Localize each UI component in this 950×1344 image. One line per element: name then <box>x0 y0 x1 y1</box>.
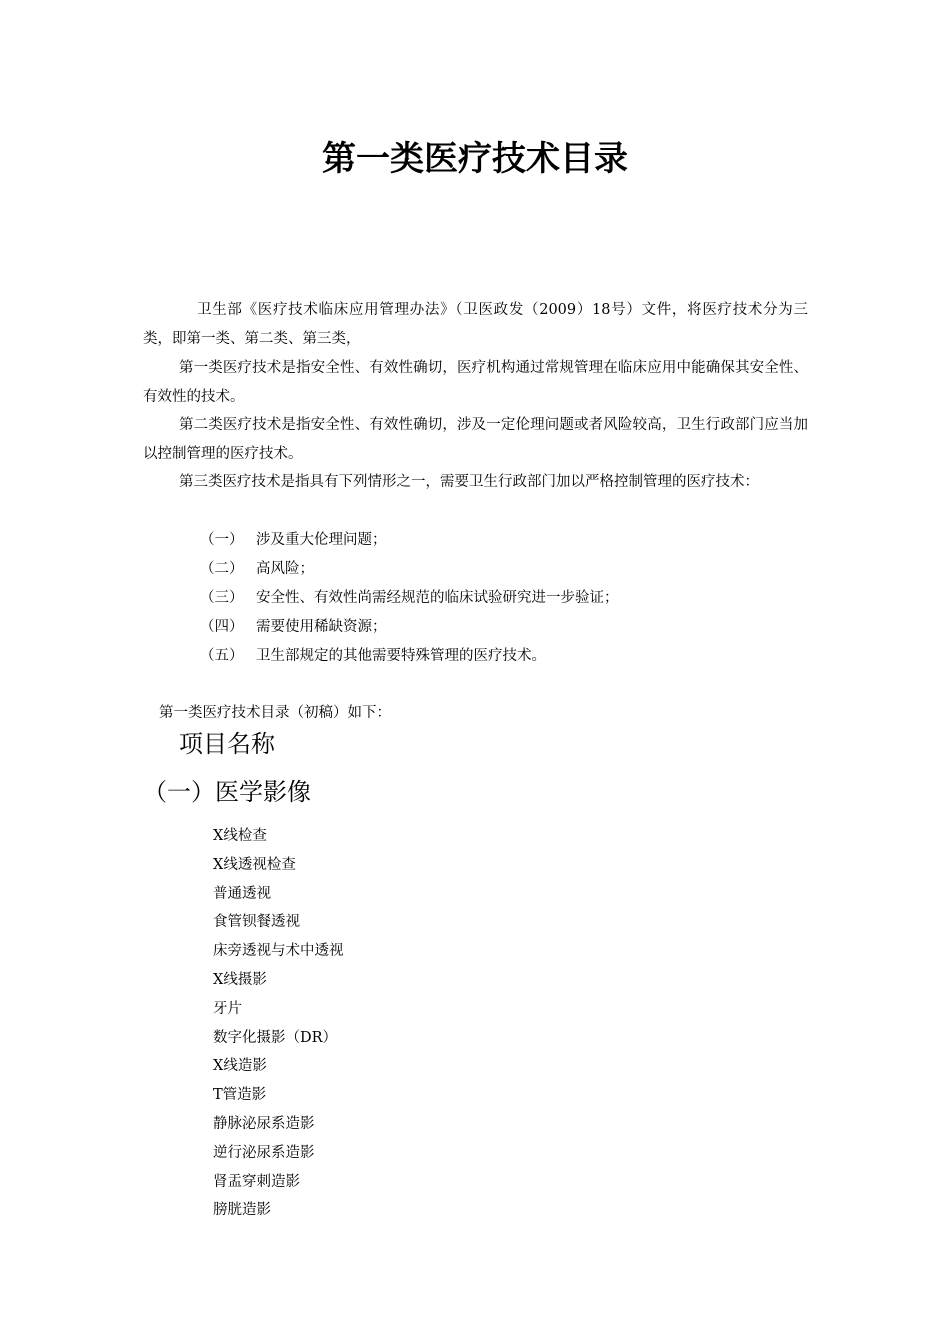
column-header: 项目名称 <box>179 730 275 758</box>
condition-item <box>200 526 387 555</box>
condition-item <box>200 584 619 613</box>
list-item: 肾盂穿刺造影 <box>213 1173 300 1190</box>
list-item: X线透视检查 <box>213 856 296 873</box>
page-title: 第一类医疗技术目录 <box>322 139 628 179</box>
condition-item <box>200 642 546 671</box>
intro-paragraph-4: 第三类医疗技术是指具有下列情形之一，需要卫生行政部门加以严格控制管理的医疗技术： <box>179 474 759 490</box>
condition-text: 安全性、有效性尚需经规范的临床试验研究进一步验证； <box>256 590 619 606</box>
list-item: 食管钡餐透视 <box>213 914 300 931</box>
condition-number: （五） <box>200 648 244 664</box>
condition-item <box>200 613 387 642</box>
condition-text: 涉及重大伦理问题； <box>256 532 387 548</box>
condition-text: 需要使用稀缺资源； <box>256 619 387 635</box>
list-item: 逆行泌尿系造影 <box>213 1144 315 1161</box>
condition-text: 卫生部规定的其他需要特殊管理的医疗技术。 <box>256 648 546 664</box>
list-item: 牙片 <box>213 1000 242 1017</box>
catalog-intro: 第一类医疗技术目录（初稿）如下： <box>159 705 391 721</box>
condition-item <box>200 555 314 584</box>
intro-paragraph-2: 第一类医疗技术是指安全性、有效性确切，医疗机构通过常规管理在临床应用中能确保其安全性、有效性的技术。 <box>143 360 808 405</box>
intro-paragraph-1: 卫生部《医疗技术临床应用管理办法》（卫医政发（2009）18号）文件，将医疗技术分为三类，即第一类、第二类、第三类， <box>143 302 808 347</box>
list-item: X线造影 <box>213 1058 267 1075</box>
list-item: 床旁透视与术中透视 <box>213 943 344 960</box>
condition-number: （四） <box>200 619 244 635</box>
technology-list <box>213 822 344 1225</box>
section-heading: （一）医学影像 <box>143 778 311 806</box>
list-item: 静脉泌尿系造影 <box>213 1115 315 1132</box>
list-item: 普通透视 <box>213 885 271 902</box>
condition-number: （二） <box>200 561 244 577</box>
list-item: X线摄影 <box>213 971 267 988</box>
list-item: 膀胱造影 <box>213 1202 271 1219</box>
condition-text: 高风险； <box>256 561 314 577</box>
list-item: X线检查 <box>213 828 267 844</box>
list-item: T管造影 <box>213 1087 267 1104</box>
list-item: 数字化摄影（DR） <box>213 1029 338 1046</box>
condition-number: （一） <box>200 532 244 548</box>
condition-number: （三） <box>200 590 244 606</box>
intro-paragraph-3: 第二类医疗技术是指安全性、有效性确切，涉及一定伦理问题或者风险较高，卫生行政部门应当加以控制管理的医疗技术。 <box>143 417 808 462</box>
